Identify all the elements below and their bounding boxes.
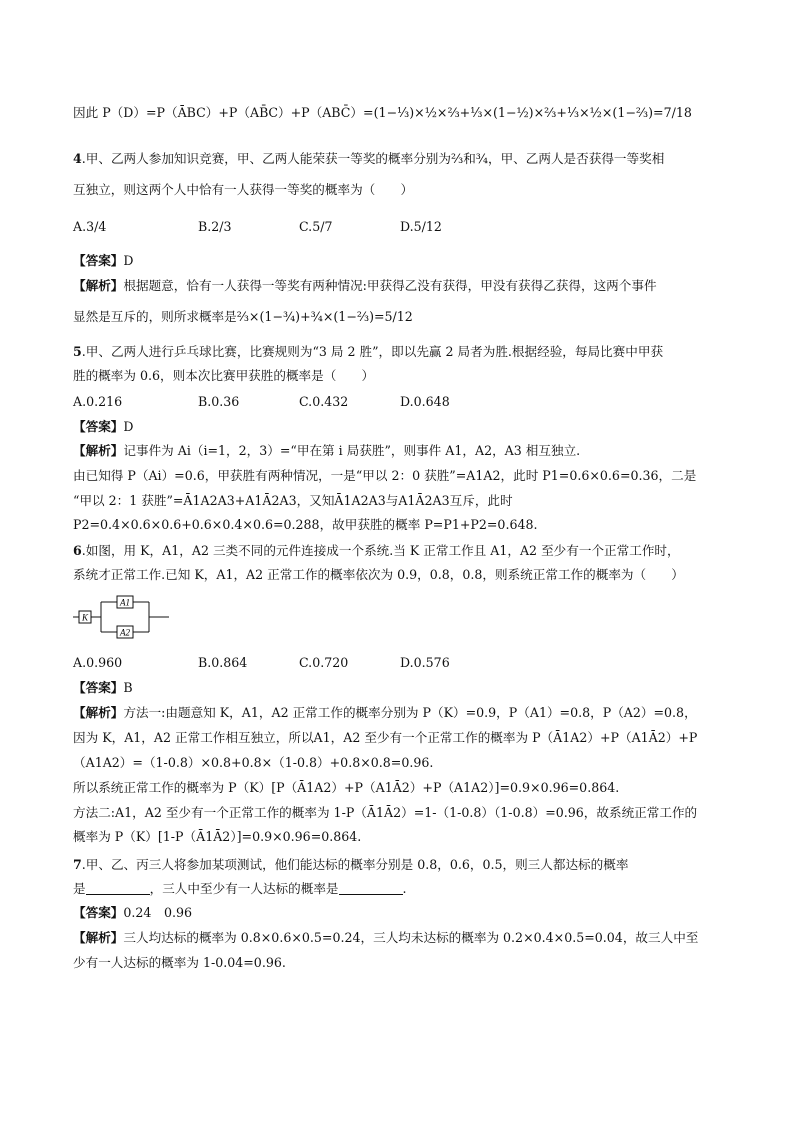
fill-blank-2 (339, 882, 403, 895)
fill-blank-1 (86, 882, 150, 895)
q6-stem-line1: 6.如图，用 K，A1，A2 三类不同的元件连接成一个系统.当 K 正常工作且 A1，A2 至少有一个正常工作时， (73, 543, 680, 558)
q6-analysis-line1: 【解析】方法一:由题意知 K，A1，A2 正常工作的概率分别为 P（K）=0.9，P（A1）=0.8，P（A2）=0.8， (73, 705, 697, 720)
option-b: B.0.36 (198, 394, 240, 409)
q5-options (73, 393, 733, 411)
q6-options (73, 654, 733, 672)
q7-stem-line1: 7.甲、乙、丙三人将参加某项测试，他们能达标的概率分别是 0.8，0.6，0.5，则三人都达标的概率 (73, 857, 629, 872)
component-a1-label: A1 (120, 597, 130, 608)
q6-analysis-line6: 概率为 P（K）[1-P（Ā1Ā2）]=0.9×0.96=0.864. (73, 829, 362, 844)
option-d: D.0.576 (400, 655, 450, 670)
circuit-diagram (73, 594, 173, 640)
option-c: C.5/7 (299, 219, 333, 234)
q3-conclusion-line: 因此 P（D）=P（ĀBC）+P（AB̄C）+P（ABC̄）=(1−⅓)×½×⅔+⅓×(1−½)×⅔+⅓×½×(1−⅔)=7/18 (73, 105, 692, 120)
q5-analysis-line3: “甲以 2：1 获胜”=Ā1A2A3+A1Ā2A3，又知Ā1A2A3与A1Ā2A3互斥，此时 (73, 493, 513, 508)
option-a: A.0.216 (73, 394, 123, 409)
q7-analysis-line2: 少有一人达标的概率为 1-0.04=0.96. (73, 955, 286, 970)
q5-analysis-line1: 【解析】记事件为 Ai（i=1，2，3）=“甲在第 i 局获胜”，则事件 A1，A2，A3 相互独立. (73, 443, 581, 458)
q6-answer: 【答案】B (73, 680, 133, 695)
q7-stem-line2: 是 ，三人中至少有一人达标的概率是 . (73, 881, 407, 896)
option-b: B.0.864 (198, 655, 248, 670)
question-number: 7 (73, 857, 82, 872)
option-a: A.3/4 (73, 219, 107, 234)
q6-stem-line2: 系统才正常工作.已知 K，A1，A2 正常工作的概率依次为 0.9，0.8，0.8，则系统正常工作的概率为（ ） (73, 567, 684, 582)
q4-stem-line2: 互独立，则这两个人中恰有一人获得一等奖的概率为（ ） (73, 182, 414, 197)
q5-stem-line2: 胜的概率为 0.6，则本次比赛甲获胜的概率是（ ） (73, 368, 375, 383)
component-a2-label: A2 (120, 627, 130, 638)
q4-stem-line1: 4.甲、乙两人参加知识竞赛，甲、乙两人能荣获一等奖的概率分别为⅔和¾，甲、乙两人是否获得一等奖相 (73, 151, 665, 166)
question-number: 5 (73, 344, 82, 359)
q5-answer: 【答案】D (73, 419, 134, 434)
q6-analysis-line4: 所以系统正常工作的概率为 P（K）[P（Ā1A2）+P（A1Ā2）+P（A1A2）]=0.9×0.96=0.864. (73, 780, 620, 795)
q5-analysis-line2: 由已知得 P（Ai）=0.6，甲获胜有两种情况，一是“甲以 2：0 获胜”=A1A2，此时 P1=0.6×0.6=0.36，二是 (73, 468, 697, 483)
q4-analysis-line2: 显然是互斥的，则所求概率是⅔×(1−¾)+¾×(1−⅔)=5/12 (73, 309, 413, 324)
option-d: D.0.648 (400, 394, 450, 409)
option-d: D.5/12 (400, 219, 442, 234)
option-c: C.0.720 (299, 655, 349, 670)
q5-stem-line1: 5.甲、乙两人进行乒乓球比赛，比赛规则为“3 局 2 胜”，即以先赢 2 局者为胜.根据经验，每局比赛中甲获 (73, 344, 664, 359)
q6-analysis-line2: 因为 K，A1，A2 正常工作相互独立，所以A1，A2 至少有一个正常工作的概率为 P（Ā1A2）+P（A1Ā2）+P (73, 730, 698, 745)
q7-answer: 【答案】0.24 0.96 (73, 905, 193, 920)
option-c: C.0.432 (299, 394, 349, 409)
q6-analysis-line5: 方法二:A1，A2 至少有一个正常工作的概率为 1-P（Ā1Ā2）=1-（1-0.8）（1-0.8）=0.96，故系统正常工作的 (73, 805, 698, 820)
q7-analysis-line1: 【解析】三人均达标的概率为 0.8×0.6×0.5=0.24，三人均未达标的概率为 0.2×0.4×0.5=0.04，故三人中至 (73, 930, 699, 945)
component-k-label: K (81, 612, 89, 623)
option-b: B.2/3 (198, 219, 232, 234)
q4-options (73, 218, 733, 236)
q4-answer: 【答案】D (73, 253, 134, 268)
q4-analysis-line1: 【解析】根据题意，恰有一人获得一等奖有两种情况:甲获得乙没有获得，甲没有获得乙获得，这两个事件 (73, 278, 657, 293)
q6-analysis-line3: （A1A2）=（1-0.8）×0.8+0.8×（1-0.8）+0.8×0.8=0.96. (73, 755, 434, 770)
question-number: 4 (73, 151, 82, 166)
question-number: 6 (73, 543, 82, 558)
q5-analysis-line4: P2=0.4×0.6×0.6+0.6×0.4×0.6=0.288，故甲获胜的概率 P=P1+P2=0.648. (73, 517, 538, 532)
option-a: A.0.960 (73, 655, 123, 670)
